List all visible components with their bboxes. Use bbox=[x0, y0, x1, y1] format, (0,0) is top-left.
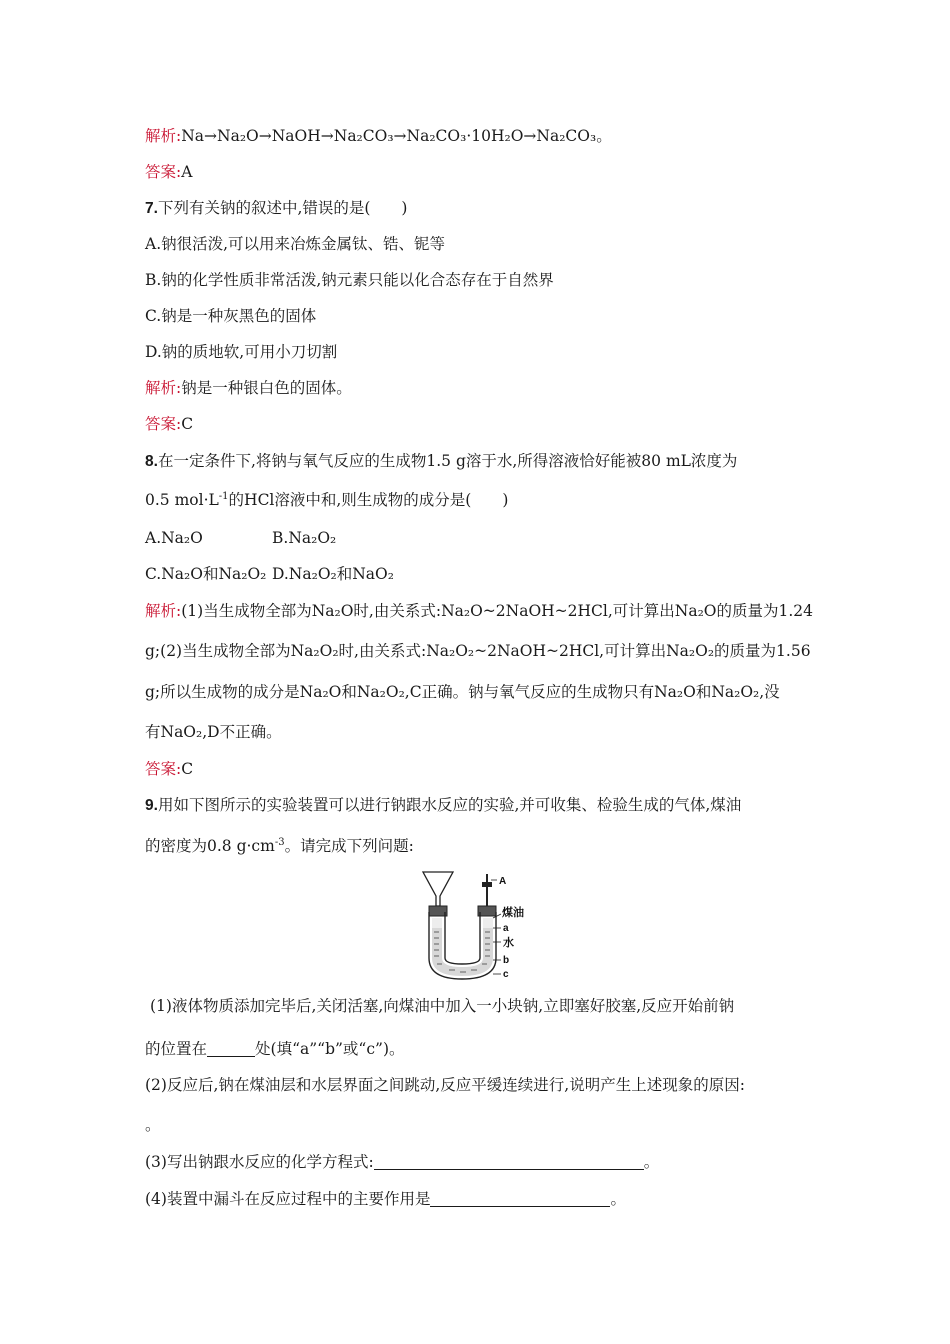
q9-sub1-text-b: 处(填“a”“b”或“c”)。 bbox=[255, 1040, 405, 1058]
q9-stem-line1 bbox=[145, 795, 741, 816]
q8-stem-line1 bbox=[145, 451, 737, 472]
q7-number: 7. bbox=[145, 200, 158, 217]
right-stopper bbox=[478, 906, 496, 916]
q9-sub1-line1: (1)液体物质添加完毕后,关闭活塞,向煤油中加入一小块钠,立即塞好胶塞,反应开始前钠 bbox=[150, 997, 735, 1015]
q9-sub1-text-a: 的位置在 bbox=[145, 1040, 208, 1058]
stopcock-icon bbox=[482, 882, 492, 887]
q7-analysis-text: 钠是一种银白色的固体。 bbox=[181, 379, 352, 397]
q6-analysis-line bbox=[145, 126, 612, 146]
q8-analysis-line1 bbox=[145, 601, 813, 621]
q7-answer-value: C bbox=[181, 415, 194, 433]
q8-stem-text-2a: 0.5 mol·L bbox=[145, 491, 219, 509]
q8-option-c: C.Na₂O和Na₂O₂ bbox=[145, 565, 267, 583]
q9-sub4-line bbox=[145, 1189, 626, 1209]
q9-sub3-line bbox=[145, 1152, 659, 1172]
analysis-label: 解析: bbox=[145, 602, 182, 620]
q8-option-d: D.Na₂O₂和NaO₂ bbox=[272, 565, 394, 583]
u-tube-apparatus-diagram bbox=[415, 866, 525, 984]
q9-sub1-answer-blank[interactable] bbox=[207, 1040, 255, 1057]
q9-stem-text-2a: 的密度为0.8 g·cm bbox=[145, 837, 275, 855]
q7-option-d: D.钠的质地软,可用小刀切割 bbox=[145, 343, 338, 361]
q6-answer-value: A bbox=[181, 163, 193, 181]
funnel-icon bbox=[423, 872, 453, 906]
q8-stem-line2 bbox=[145, 490, 508, 510]
q9-stem-text-1: 用如下图所示的实验装置可以进行钠跟水反应的实验,并可收集、检验生成的气体,煤油 bbox=[157, 796, 742, 814]
q9-sub1-line2 bbox=[145, 1039, 405, 1059]
q9-sub4-end: 。 bbox=[610, 1190, 626, 1208]
label-b: b bbox=[503, 955, 510, 966]
q6-answer-line bbox=[145, 162, 192, 182]
q9-sub2-line1: (2)反应后,钠在煤油层和水层界面之间跳动,反应平缓连续进行,说明产生上述现象的原因: bbox=[145, 1076, 745, 1094]
q9-stem-line2 bbox=[145, 836, 414, 856]
analysis-label: 解析: bbox=[145, 127, 182, 145]
q9-sub4-text: (4)装置中漏斗在反应过程中的主要作用是 bbox=[145, 1190, 431, 1208]
q9-sub3-end: 。 bbox=[643, 1153, 660, 1171]
q9-sub2-line2: 。 bbox=[145, 1116, 161, 1134]
q7-stem-text: 下列有关钠的叙述中,错误的是( ) bbox=[157, 199, 408, 217]
q8-number: 8. bbox=[145, 453, 158, 470]
q8-option-a: A.Na₂O bbox=[145, 529, 203, 547]
label-kerosene: 煤油 bbox=[502, 907, 524, 919]
q7-analysis-line bbox=[145, 378, 352, 398]
q6-analysis-text: Na→Na₂O→NaOH→Na₂CO₃→Na₂CO₃·10H₂O→Na₂CO₃。 bbox=[181, 127, 612, 145]
q8-stem-text-2b: 的HCl溶液中和,则生成物的成分是( ) bbox=[228, 491, 509, 509]
q8-analysis-line4: 有NaO₂,D不正确。 bbox=[145, 723, 282, 741]
q8-analysis-text-1: (1)当生成物全部为Na₂O时,由关系式:Na₂O~2NaOH~2HCl,可计算出Na₂O的质量为1.24 bbox=[181, 602, 814, 620]
answer-label: 答案: bbox=[145, 760, 182, 778]
q8-analysis-line3: g;所以生成物的成分是Na₂O和Na₂O₂,C正确。钠与氧气反应的生成物只有Na₂O和Na₂O₂,没 bbox=[145, 683, 780, 701]
q8-stem-sup: -1 bbox=[218, 490, 229, 502]
kerosene-left bbox=[432, 918, 442, 928]
q7-stem bbox=[145, 198, 407, 219]
q9-stem-text-2b: 。请完成下列问题: bbox=[284, 837, 414, 855]
analysis-label: 解析: bbox=[145, 379, 182, 397]
u-tube-inner-wall bbox=[445, 912, 480, 964]
label-A: A bbox=[499, 876, 507, 887]
q8-option-b: B.Na₂O₂ bbox=[272, 529, 337, 547]
q9-sub4-answer-blank[interactable] bbox=[430, 1190, 610, 1207]
q9-stem-sup: -3 bbox=[274, 836, 285, 848]
q9-sub3-answer-blank[interactable] bbox=[374, 1153, 644, 1170]
q7-option-b: B.钠的化学性质非常活泼,钠元素只能以化合态存在于自然界 bbox=[145, 271, 554, 289]
q9-number: 9. bbox=[145, 797, 158, 814]
left-stopper bbox=[429, 906, 447, 916]
q8-answer-value: C bbox=[181, 760, 194, 778]
q7-answer-line bbox=[145, 414, 193, 434]
answer-label: 答案: bbox=[145, 163, 182, 181]
water-layer bbox=[432, 928, 493, 976]
answer-label: 答案: bbox=[145, 415, 182, 433]
label-water: 水 bbox=[503, 937, 514, 949]
q8-analysis-line2: g;(2)当生成物全部为Na₂O₂时,由关系式:Na₂O₂~2NaOH~2HCl,可计算出Na₂O₂的质量为1.56 bbox=[145, 642, 811, 660]
kerosene-right bbox=[483, 918, 493, 928]
q8-options-row2 bbox=[145, 564, 394, 584]
q9-sub3-text: (3)写出钠跟水反应的化学方程式: bbox=[145, 1153, 374, 1171]
q8-stem-text-1: 在一定条件下,将钠与氧气反应的生成物1.5 g溶于水,所得溶液恰好能被80 mL浓度为 bbox=[157, 452, 738, 470]
q7-option-a: A.钠很活泼,可以用来冶炼金属钛、锆、铌等 bbox=[145, 235, 446, 253]
label-a: a bbox=[503, 923, 509, 934]
q8-options-row1 bbox=[145, 528, 336, 548]
q8-answer-line bbox=[145, 759, 193, 779]
q7-option-c: C.钠是一种灰黑色的固体 bbox=[145, 307, 317, 325]
label-c: c bbox=[503, 969, 509, 980]
